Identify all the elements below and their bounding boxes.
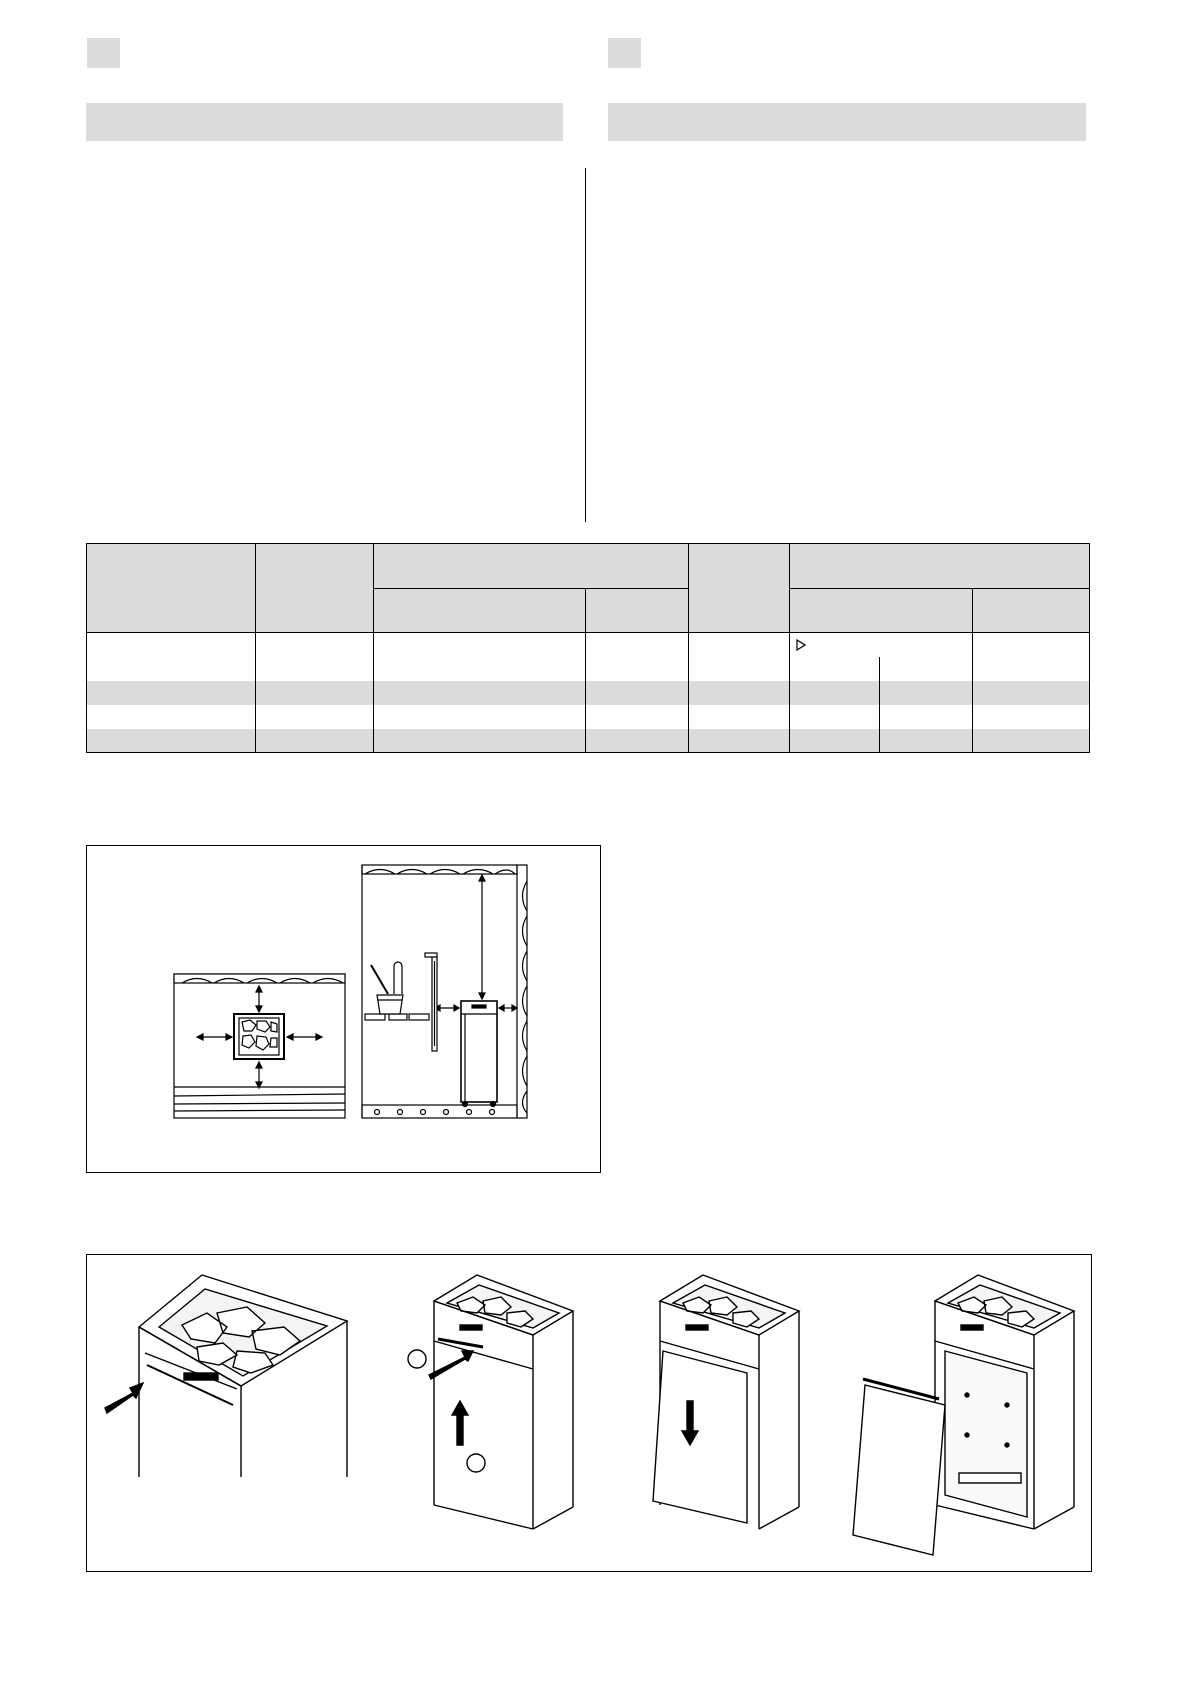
table-cell bbox=[973, 681, 1090, 705]
bucket-ladle-icon bbox=[371, 962, 403, 1014]
table-cell bbox=[880, 681, 973, 705]
table-cell-marker bbox=[790, 633, 973, 681]
figure-panel-removal-drawing bbox=[87, 1255, 1091, 1571]
table-cell bbox=[790, 729, 880, 753]
arrow-up-icon bbox=[452, 1401, 468, 1445]
table-cell bbox=[586, 633, 689, 681]
table-cell bbox=[374, 681, 586, 705]
section-number-box-left bbox=[87, 38, 120, 68]
table-cell bbox=[256, 729, 374, 753]
table-cell bbox=[689, 729, 790, 753]
th-3b bbox=[586, 589, 689, 633]
table-cell bbox=[586, 681, 689, 705]
table-cell bbox=[689, 705, 790, 729]
table-cell bbox=[374, 705, 586, 729]
table-cell bbox=[689, 633, 790, 681]
th-1 bbox=[87, 544, 256, 633]
table-cell bbox=[973, 633, 1090, 681]
table-cell bbox=[87, 729, 256, 753]
top-view-heater-stones bbox=[174, 974, 345, 1118]
th-3a bbox=[374, 589, 586, 633]
section-heading-bar-right bbox=[608, 103, 1086, 141]
table-cell bbox=[880, 705, 973, 729]
figure-panel-removal-frame bbox=[86, 1254, 1092, 1572]
table-cell bbox=[973, 729, 1090, 753]
step-1-closeup bbox=[105, 1275, 347, 1477]
table-cell bbox=[586, 729, 689, 753]
figure-clearance-drawing bbox=[87, 846, 600, 1172]
step-3-heater-cabinet bbox=[653, 1275, 799, 1529]
step-4-heater-open bbox=[853, 1275, 1074, 1555]
step-marker-1 bbox=[408, 1350, 426, 1368]
table-cell bbox=[880, 729, 973, 753]
table-cell bbox=[256, 705, 374, 729]
column-divider bbox=[585, 168, 586, 522]
table-cell bbox=[374, 633, 586, 681]
th-5 bbox=[790, 544, 1090, 589]
table-cell bbox=[87, 705, 256, 729]
th-5a bbox=[790, 589, 973, 633]
specification-table bbox=[86, 543, 1090, 753]
table-cell bbox=[790, 681, 880, 705]
step-2-heater-cabinet bbox=[408, 1275, 573, 1529]
table-cell bbox=[790, 705, 880, 729]
th-4 bbox=[689, 544, 790, 633]
thermometer-icon bbox=[425, 953, 437, 1051]
table-cell bbox=[689, 681, 790, 705]
table-cell bbox=[586, 705, 689, 729]
section-heading-bar-left bbox=[86, 103, 563, 141]
table-cell bbox=[256, 681, 374, 705]
table-cell bbox=[87, 681, 256, 705]
table-cell bbox=[374, 729, 586, 753]
th-5b bbox=[973, 589, 1090, 633]
th-2 bbox=[256, 544, 374, 633]
table-cell bbox=[87, 633, 256, 681]
step-marker-2 bbox=[467, 1454, 485, 1472]
triangle-right-outline-icon bbox=[796, 639, 806, 651]
table-cell bbox=[973, 705, 1090, 729]
marker-sub-divider bbox=[879, 657, 880, 681]
front-panel-icon bbox=[853, 1385, 945, 1555]
th-3 bbox=[374, 544, 689, 589]
section-number-box-right bbox=[608, 38, 641, 68]
table-cell bbox=[256, 633, 374, 681]
figure-clearance-frame bbox=[86, 845, 601, 1173]
